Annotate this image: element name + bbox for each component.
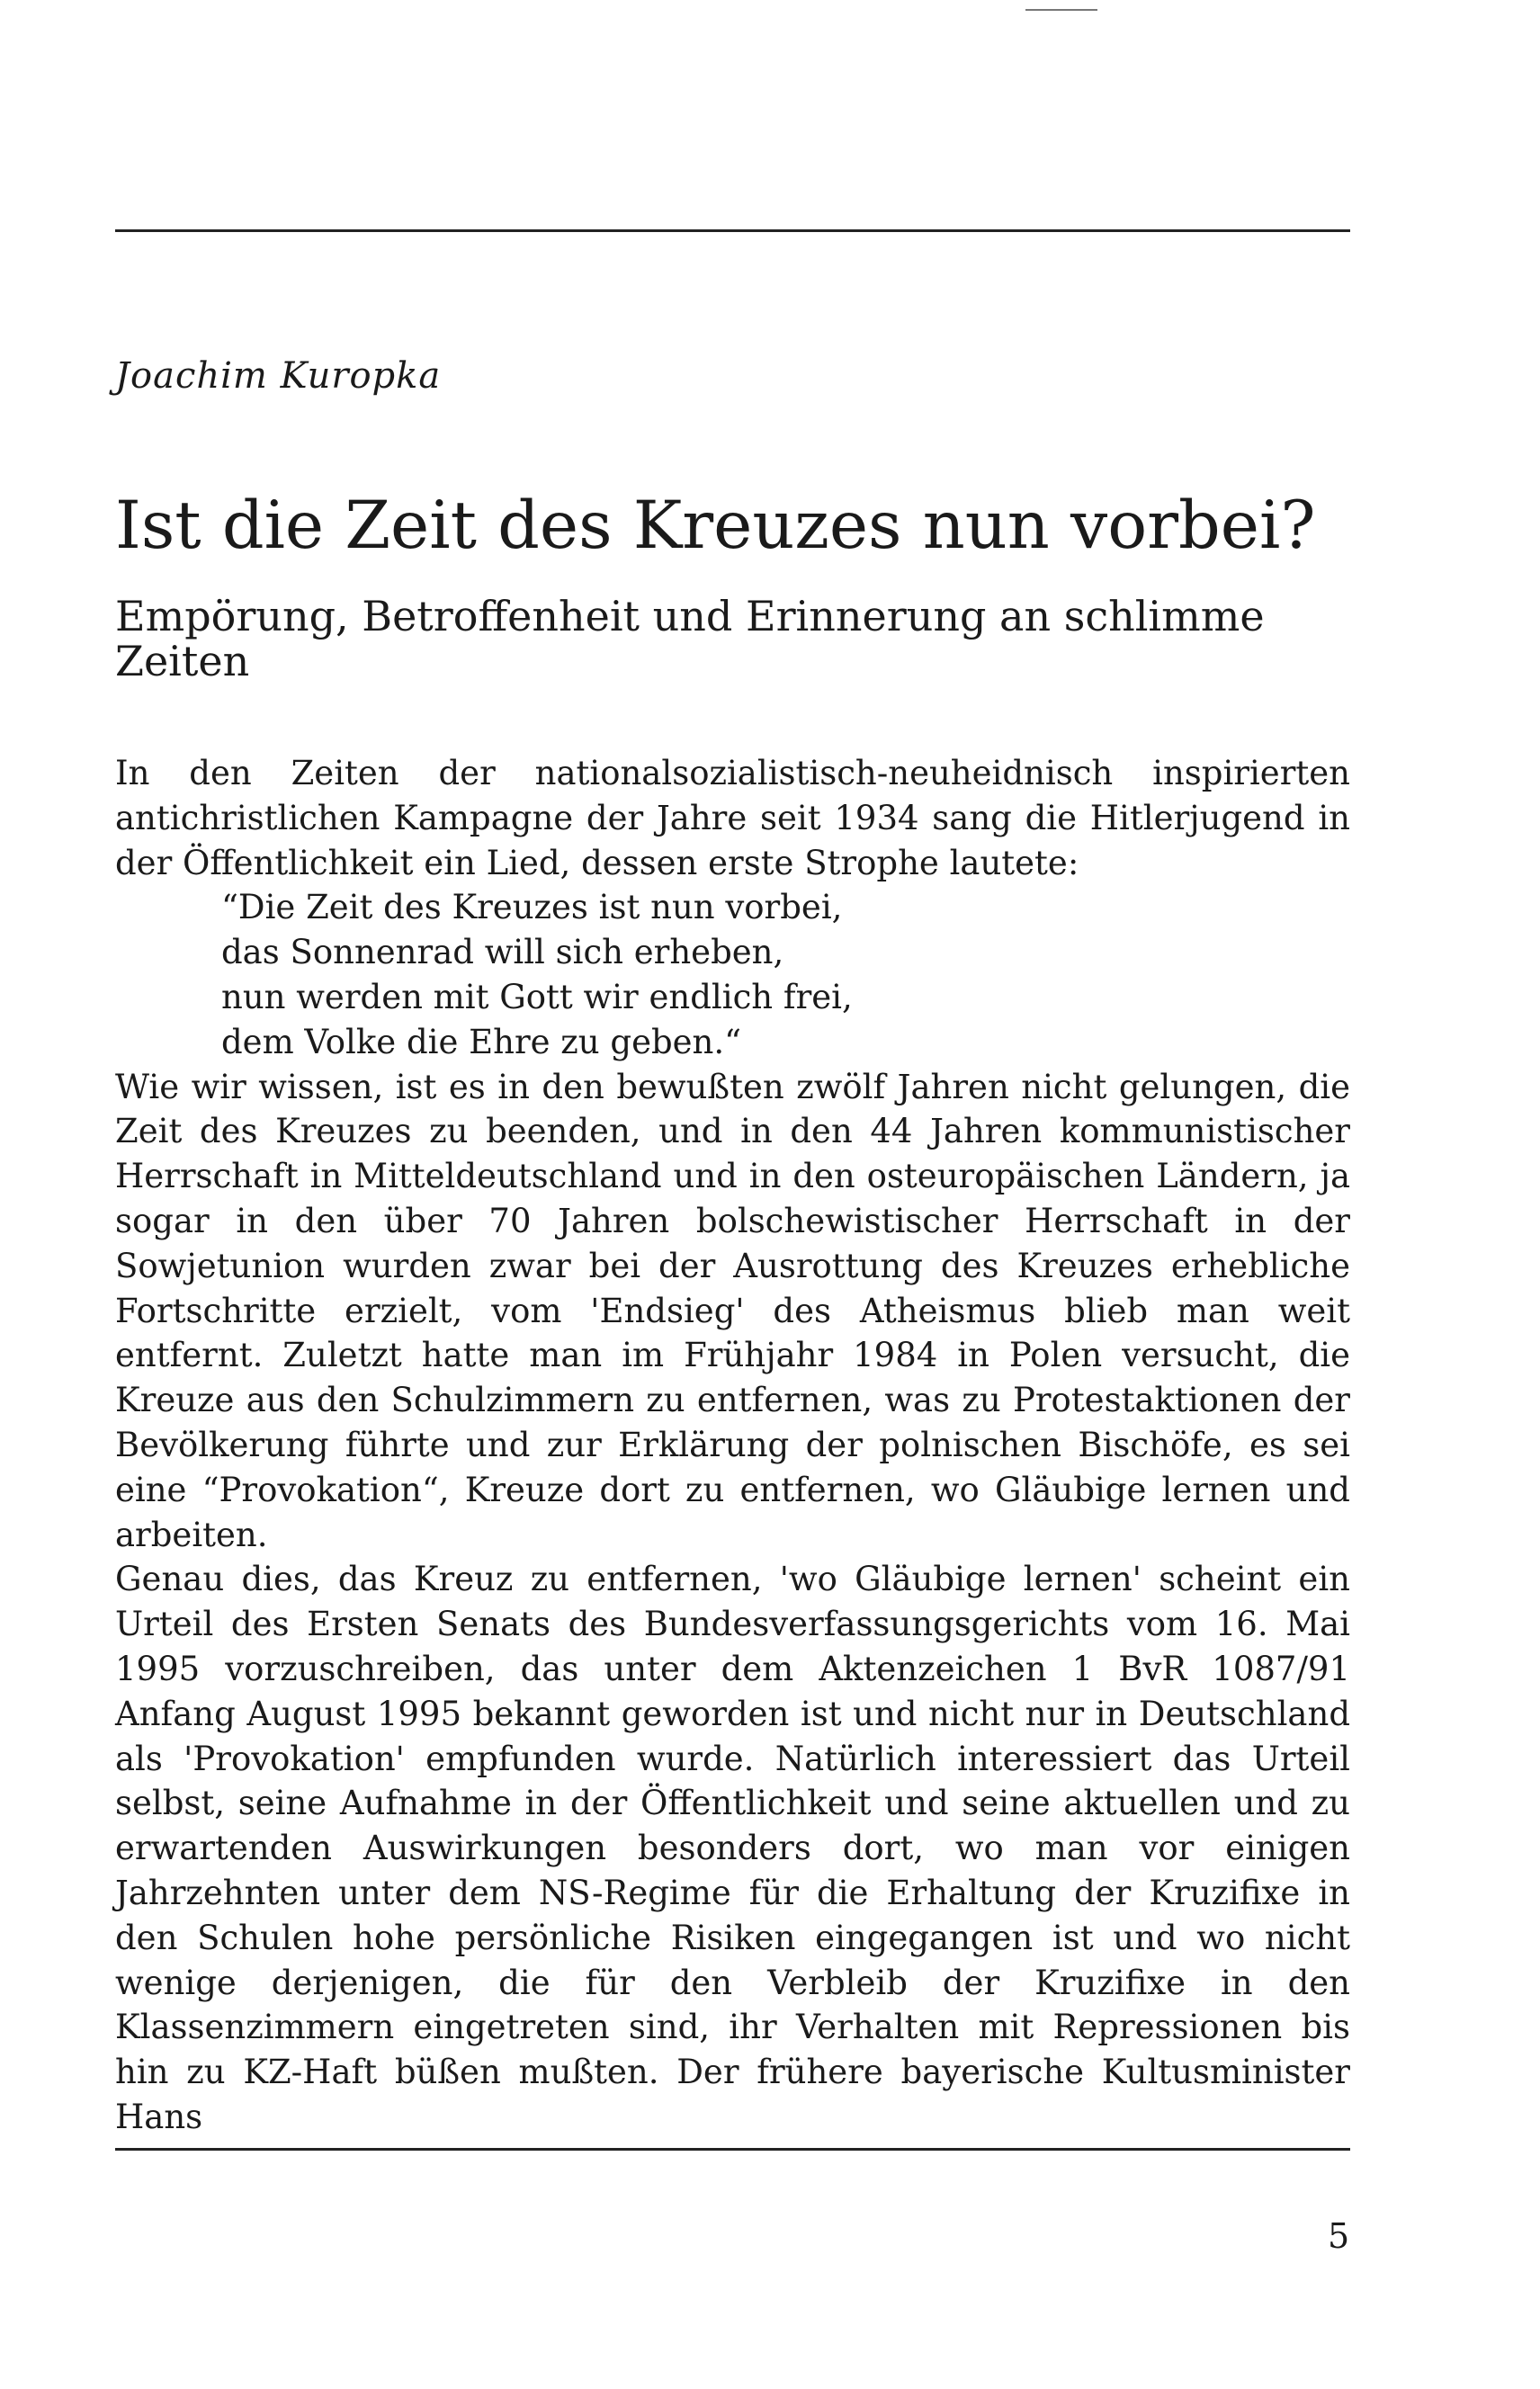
author-name: Joachim Kuropka <box>115 355 442 397</box>
verse-line: nun werden mit Gott wir endlich frei, <box>221 977 853 1016</box>
paragraph-intro: In den Zeiten der nationalsozialistisch-neuheidnisch inspirierten antichristlichen Kampagne der Jahre seit 1934 sang die Hitlerjugend in der Öffentlichkeit ein Lied, dessen erste Strophe lautete: <box>115 754 1350 882</box>
article-title: Ist die Zeit des Kreuzes nun vorbei? <box>115 488 1316 564</box>
header-rule <box>115 229 1350 232</box>
verse-line: “Die Zeit des Kreuzes ist nun vorbei, <box>221 888 843 927</box>
article-body <box>115 751 1350 2140</box>
paragraph-history: Wie wir wissen, ist es in den bewußten zwölf Jahren nicht gelungen, die Zeit des Kreuzes zu beenden, und in den 44 Jahren kommunistischer Herrschaft in Mitteldeutschland und in den osteuropäischen Ländern, ja sogar in den über 70 Jahren bolschewistischer Herrschaft in der Sowjetunion wurden zwar bei der Ausrottung des Kreuzes erhebliche Fortschritte erzielt, vom 'Endsieg' des Atheismus blieb man weit entfernt. Zuletzt hatte man im Frühjahr 1984 in Polen versucht, die Kreuze aus den Schulzimmern zu entfernen, was zu Protestaktionen der Bevölkerung führte und zur Erklärung der polnischen Bischöfe, es sei eine “Provokation“, Kreuze dort zu entfernen, wo Gläubige lernen und arbeiten. <box>115 1067 1350 1554</box>
top-edge-mark <box>1025 9 1097 11</box>
verse-line: das Sonnenrad will sich erheben, <box>221 933 784 972</box>
verse-line: dem Volke die Ehre zu geben.“ <box>221 1022 742 1061</box>
paragraph-court-ruling: Genau dies, das Kreuz zu entfernen, 'wo Gläubige lernen' scheint ein Urteil des Ersten Senats des Bundesverfassungsgerichts vom 16. Mai 1995 vorzuschreiben, das unter dem Aktenzeichen 1 BvR 1087/91 Anfang August 1995 bekannt geworden ist und nicht nur in Deutschland als 'Provokation' empfunden wurde. Natürlich interessiert das Urteil selbst, seine Aufnahme in der Öffentlichkeit und seine aktuellen und zu erwartenden Auswirkungen besonders dort, wo man vor einigen Jahrzehnten unter dem NS-Regime für die Erhaltung der Kruzifixe in den Schulen hohe persönliche Risiken eingegangen ist und wo nicht wenige derjenigen, die für den Verbleib der Kruzifixe in den Klassenzimmern eingetreten sind, ihr Verhalten mit Repressionen bis hin zu KZ-Haft büßen mußten. Der frühere bayerische Kultusminister Hans <box>115 1560 1350 2136</box>
page-number: 5 <box>1328 2216 1350 2256</box>
footer-rule <box>115 2148 1350 2151</box>
song-verse <box>115 885 1350 1064</box>
article-subtitle: Empörung, Betroffenheit und Erinnerung an schlimme Zeiten <box>115 592 1265 685</box>
